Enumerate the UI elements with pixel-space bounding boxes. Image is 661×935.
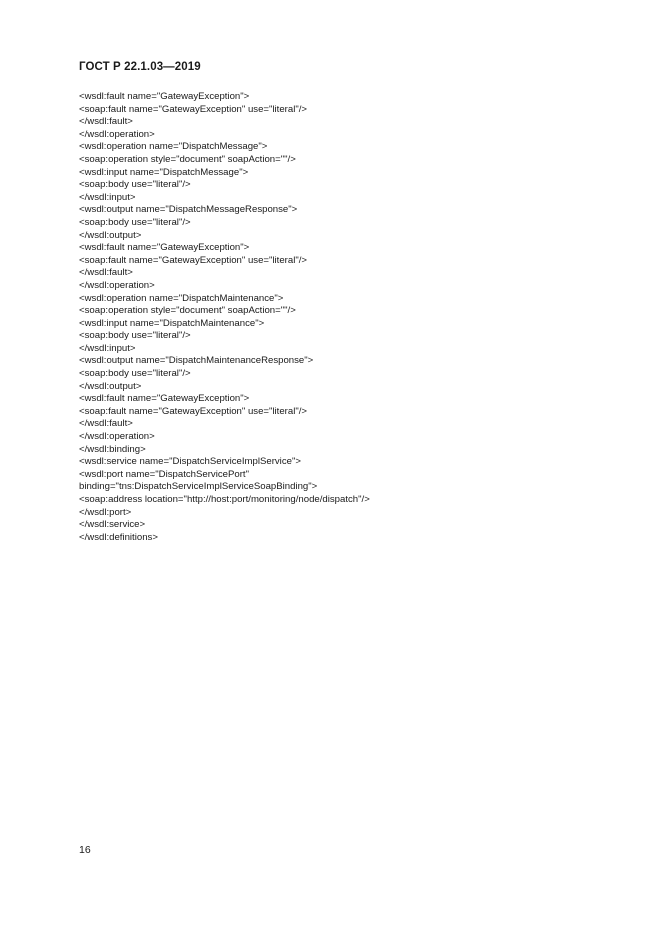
code-line: </wsdl:operation> <box>79 279 155 291</box>
standard-code-header: ГОСТ Р 22.1.03—2019 <box>79 61 201 73</box>
code-line: <wsdl:fault name="GatewayException"> <box>79 242 250 254</box>
wsdl-code-listing <box>79 91 370 544</box>
code-line: </wsdl:fault> <box>79 267 133 279</box>
code-line: <soap:body use="literal"/> <box>79 179 191 191</box>
code-line: <soap:operation style="document" soapAction=""/> <box>79 305 296 317</box>
code-line: </wsdl:fault> <box>79 418 133 430</box>
code-line: </wsdl:input> <box>79 191 136 203</box>
code-line: <wsdl:operation name="DispatchMaintenance"> <box>79 292 284 304</box>
code-line: </wsdl:input> <box>79 342 136 354</box>
code-line: <soap:address location="http://host:port/monitoring/node/dispatch"/> <box>79 494 370 505</box>
code-line: <soap:fault name="GatewayException" use="literal"/> <box>79 103 308 115</box>
code-line: </wsdl:port> <box>79 506 132 518</box>
code-line: <soap:body use="literal"/> <box>79 368 191 380</box>
code-line: <soap:operation style="document" soapAction=""/> <box>79 153 296 165</box>
code-line: </wsdl:definitions> <box>79 531 158 543</box>
code-line: <soap:body use="literal"/> <box>79 330 191 342</box>
code-line: <soap:body use="literal"/> <box>79 216 191 228</box>
code-line: </wsdl:operation> <box>79 128 155 140</box>
code-line: <soap:fault name="GatewayException" use="literal"/> <box>79 254 308 266</box>
code-line: <wsdl:operation name="DispatchMessage"> <box>79 141 268 153</box>
code-line: <wsdl:fault name="GatewayException"> <box>79 393 250 405</box>
page-number: 16 <box>79 844 91 856</box>
code-line: </wsdl:binding> <box>79 443 146 455</box>
code-line: </wsdl:output> <box>79 380 142 392</box>
code-line: <wsdl:output name="DispatchMaintenanceResponse"> <box>79 355 314 367</box>
code-line: <wsdl:input name="DispatchMaintenance"> <box>79 317 265 329</box>
code-line: <wsdl:output name="DispatchMessageResponse"> <box>79 204 298 216</box>
code-line: <wsdl:port name="DispatchServicePort" <box>79 468 249 480</box>
code-line: </wsdl:fault> <box>79 116 133 128</box>
code-line: </wsdl:operation> <box>79 431 155 443</box>
code-line: binding="tns:DispatchServiceImplServiceSoapBinding"> <box>79 481 318 493</box>
code-line: </wsdl:service> <box>79 519 146 531</box>
code-line: </wsdl:output> <box>79 229 142 241</box>
code-line: <wsdl:service name="DispatchServiceImplService"> <box>79 456 301 468</box>
code-line: <wsdl:input name="DispatchMessage"> <box>79 166 249 178</box>
code-line: <soap:fault name="GatewayException" use="literal"/> <box>79 405 308 417</box>
code-line: <wsdl:fault name="GatewayException"> <box>79 91 250 102</box>
